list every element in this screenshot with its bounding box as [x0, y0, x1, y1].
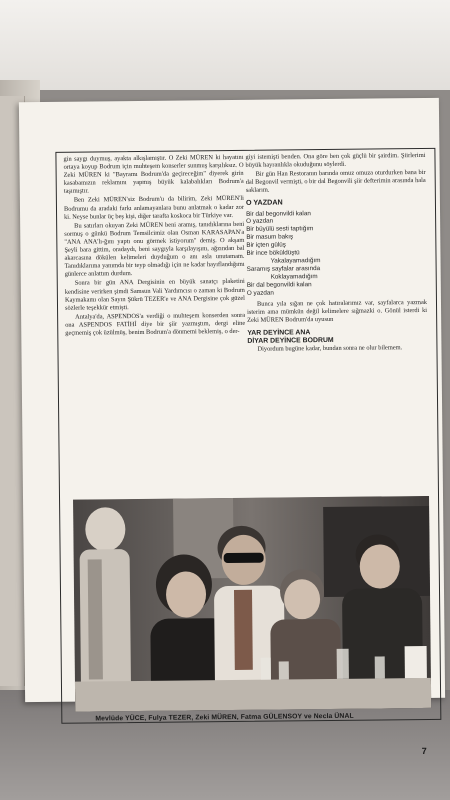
poem-title: O YAZDAN: [245, 197, 283, 208]
paragraph: Sonra bir gün ANA Dergisinin en büyük sanatçı plaketini kendisine verirken şimdi Samsun Vali Yardımcısı o zaman ki Bodrum Kaymakamı olan Sayın Şükrü TEZER'e ve ANA Dergisine çok güzel sözlerle teşekkür etmişti.: [64, 278, 245, 312]
poem-line: Bir dal begonvildi kalan: [246, 209, 311, 218]
paragraph: Bu satırları okuyan Zeki MÜREN beni aramış, tanıdıklarına beni sormuş o günkü Bodrum Temsilcimiz olan Osman KARASAPAN'a "ANA ANA'lı-ğını yaptı onu görmek istiyorum" demiş. O akşam Şeyli bara gittim, oradaydı, beni saygıyla karşılayışını, ağzından bal akarcasına dökülen kelimeleri duyduğum o anı asla unutamam. Tanıdıklarıma yanımda bir teyp olmadığı için ne kadar hayıflandığımı günlerce anlattım durdum.: [64, 220, 245, 279]
photo-caption: Mevlüde YÜCE, Fulya TEZER, Zeki MÜREN, Fatma GÜLENSOY ve Necla ÜNAL: [95, 712, 354, 723]
paragraph: gin saygı duymuş, ayakta alkışlamıştır. O Zeki MÜREN ki hayatını ortaya koyup Bodrum için muhteşem konserler sunmuş karşılıksız. O Zeki MÜREN ki "Bayramı Bodrum'da geçireceğim" diyerek girin kasabamızın reklamını yapmış büyük kalabalıkları Bodrum'a taşımıştır.: [63, 153, 244, 196]
group-photo: [73, 496, 431, 712]
right-column: [245, 152, 427, 355]
poem-line: Koklayamadığım: [270, 272, 318, 281]
poem-line: O yazdan: [246, 289, 274, 297]
paragraph: giyi istemişti benden. Ona göre ben çok güçlü bir şairdim. Şiirlerimi büyük hayranlıkla okuduğunu söylerdi.: [245, 151, 426, 169]
poem-line: O yazdan: [246, 218, 274, 226]
poem-line: Bir masum bakış: [246, 233, 294, 242]
left-column: [63, 154, 245, 339]
poem-line: Bir dal begonvildi kalan: [246, 280, 312, 289]
poem-line: Bir içten gülüş: [246, 241, 286, 250]
poem-line: Yakalayamadığım: [270, 257, 321, 265]
poem: [246, 209, 427, 298]
poem-line: Bir ince böküldüştü: [246, 249, 300, 257]
paragraph: Bir gün Han Restoranın barında omuz omuza oturdurken bana bir dal Begonvil vermişti, o bir dal Begonvili şiir defterimin arasında hala saklarım.: [245, 169, 426, 195]
subheading: [247, 328, 427, 346]
poem-line: Bir büyülü sesti taptığım: [246, 225, 314, 234]
paragraph: Bunca yıla sığan ne çok hatıralarımız var, sayfalarca yazmak isterim ama mümkün değil kelimelere sığmazki o. Gönül isterdi ki Zeki MÜREN Bodrum'da uyusun: [247, 298, 428, 324]
poem-line: Saramış sayfalar arasında: [246, 264, 321, 273]
paragraph: Ben Zeki MÜREN'siz Bodrum'u da bilirim, Zeki MÜREN'li Bodrumu da aradaki farkı anlamayanlara bunu anlatmak o kadar zor ki. Neyse bunlar üç beş kişi, diğer tarafta koskoca bir Türkiye var.: [63, 195, 245, 221]
background-surface-top: [0, 0, 450, 90]
group-photo-illustration: [73, 496, 431, 712]
page-number: 7: [421, 745, 427, 757]
subheading-line: YAR DEYİNCE ANA: [247, 328, 311, 337]
paragraph: Antalya'da, ASPENDOS'a verdiği o muhteşem konserden sonra ona ASPENDOS FATİHİ diye bir şiir yazmıştım, dergi eline geçmemiş çok üzülmüş, benim Bodrum'a dönmemi beklemiş, o der-: [65, 311, 246, 337]
subheading-line: DİYAR DEYİNCE BODRUM: [247, 336, 334, 345]
paragraph: Diyordum bugüne kadar, bundan sonra ne olur bilemem.: [257, 344, 403, 353]
magazine-page: [19, 98, 445, 757]
